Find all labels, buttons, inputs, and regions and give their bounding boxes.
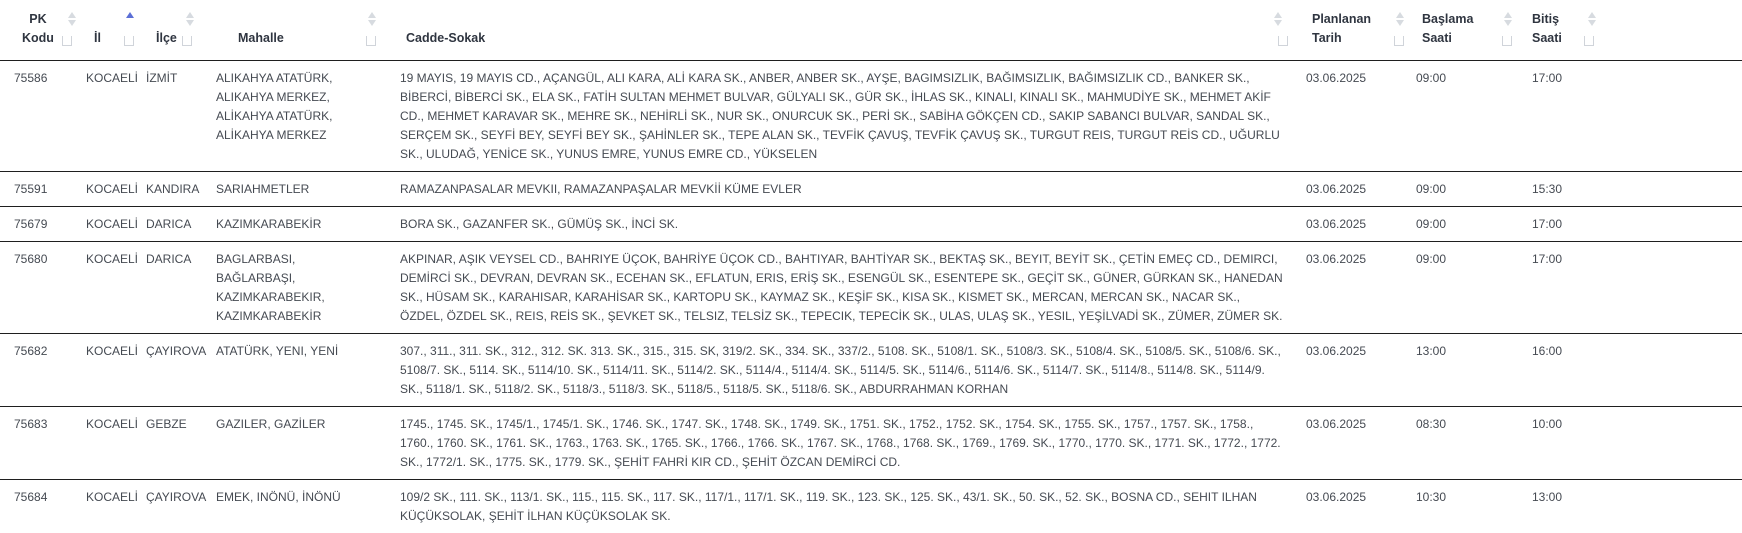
column-header-label [1312, 10, 1371, 48]
cell-baslama: 09:00 [1416, 181, 1447, 196]
cell-cadde: RAMAZANPASALAR MEVKII, RAMAZANPAŞALAR MEVKİİ KÜME EVLER [400, 181, 802, 196]
cell-baslama: 08:30 [1416, 416, 1447, 431]
column-header-label-line: Mahalle [238, 30, 284, 45]
cell-mahalle: EMEK, INÖNÜ, İNÖNÜ [216, 489, 341, 504]
cell-cadde: AKPINAR, AŞIK VEYSEL CD., BAHRIYE ÜÇOK, BAHRİYE ÜÇOK CD., BAHTIYAR, BAHTİYAR SK., BEKTAŞ SK., BEYIT, BEYİT SK., ÇETİN EMEÇ CD., DEMIRCI, DEMİRCİ SK., DEVRAN, DEVRAN SK., ECEHAN SK., EFLATUN, ERIS, ERİŞ SK., ESENGÜL SK., ESENTEPE SK., GEÇİT SK., GÜNER, GÜRKAN SK., HANEDAN SK., HÜSAM SK., KARAHISAR, KARAHİSAR SK., KARTOPU SK., KAYMAZ SK., KEŞİF SK., KISA SK., KISMET SK., MERCAN, MERCAN SK., NACAR SK., ÖZDEL, ÖZDEL SK., REIS, REİS SK., ŞEVKET SK., TELSIZ, TELSİZ SK., TEPECIK, TEPECİK SK., ULAS, ULAŞ SK., YESIL, YEŞİLVADİ SK., ZÜMER, ZÜMER SK. [400, 251, 1283, 323]
cell-il: KOCAELİ [86, 216, 139, 231]
cell-pk: 75591 [14, 181, 48, 196]
cell-baslama: 09:00 [1416, 251, 1447, 266]
cell-ilce: ÇAYIROVA [146, 343, 207, 358]
column-header-label [406, 29, 485, 48]
column-header-label [238, 29, 284, 48]
sort-descending-icon [186, 20, 194, 26]
cell-mahalle: GAZILER, GAZİLER [216, 416, 326, 431]
column-header-label-line: PK [29, 11, 47, 26]
column-header-label-line: İl [94, 30, 101, 45]
table-row[interactable] [0, 241, 1742, 333]
cell-tarih: 03.06.2025 [1306, 181, 1367, 196]
column-header-label-line: Tarih [1312, 30, 1342, 45]
sort-descending-icon [368, 20, 376, 26]
column-resize-handle-icon[interactable] [1584, 36, 1594, 46]
cell-bitis: 15:30 [1532, 181, 1563, 196]
table-header [0, 0, 1742, 60]
cell-il: KOCAELİ [86, 251, 139, 266]
sort-icon[interactable] [1394, 12, 1406, 34]
cell-baslama: 10:30 [1416, 489, 1447, 504]
cell-ilce: KANDIRA [146, 181, 200, 196]
column-header-label [1422, 10, 1473, 48]
cell-ilce: GEBZE [146, 416, 187, 431]
column-header-label [156, 29, 177, 48]
column-resize-handle-icon[interactable] [124, 36, 134, 46]
sort-icon[interactable] [1272, 12, 1284, 34]
cell-mahalle: ALIKAHYA ATATÜRK, ALIKAHYA MERKEZ, ALİKAHYA ATATÜRK, ALİKAHYA MERKEZ [216, 70, 333, 142]
cell-cadde: 109/2 SK., 111. SK., 113/1. SK., 115., 115. SK., 117. SK., 117/1., 117/1. SK., 119. SK., 123. SK., 125. SK., 43/1. SK., 50. SK., 52. SK., BOSNA CD., SEHIT ILHAN KÜÇÜKSOLAK, ŞEHİT İLHAN KÜÇÜKSOLAK SK. [400, 489, 1257, 523]
column-header-label-line: Kodu [22, 30, 54, 45]
sort-ascending-icon [368, 12, 376, 18]
sort-descending-icon [1396, 20, 1404, 26]
column-resize-handle-icon[interactable] [182, 36, 192, 46]
cell-il: KOCAELİ [86, 343, 139, 358]
column-header-label-line: Saati [1532, 30, 1562, 45]
sort-ascending-icon [126, 12, 134, 18]
sort-ascending-icon [1588, 12, 1596, 18]
column-resize-handle-icon[interactable] [1502, 36, 1512, 46]
sort-icon[interactable] [1586, 12, 1598, 34]
sort-icon[interactable] [1502, 12, 1514, 34]
sort-icon[interactable] [366, 12, 378, 34]
column-header-label-line: İlçe [156, 30, 177, 45]
column-header-tarih[interactable] [1302, 0, 1416, 60]
table-row[interactable] [0, 479, 1742, 533]
column-resize-handle-icon[interactable] [1394, 36, 1404, 46]
column-header-baslama[interactable] [1416, 0, 1520, 60]
sort-ascending-icon [1396, 12, 1404, 18]
cell-il: KOCAELİ [86, 70, 139, 85]
cell-pk: 75586 [14, 70, 48, 85]
column-header-pk[interactable] [0, 0, 80, 60]
cell-pk: 75682 [14, 343, 48, 358]
cell-il: KOCAELİ [86, 181, 139, 196]
cell-bitis: 16:00 [1532, 343, 1563, 358]
sort-icon[interactable] [184, 12, 196, 34]
cell-bitis: 13:00 [1532, 489, 1563, 504]
sort-descending-icon [68, 20, 76, 26]
cell-bitis: 17:00 [1532, 216, 1563, 231]
sort-ascending-icon [1274, 12, 1282, 18]
table-row[interactable] [0, 60, 1742, 171]
column-header-label [94, 29, 101, 48]
cell-baslama: 13:00 [1416, 343, 1447, 358]
cell-tarih: 03.06.2025 [1306, 489, 1367, 504]
sort-descending-icon [1274, 20, 1282, 26]
cell-ilce: DARICA [146, 216, 192, 231]
cell-cadde: BORA SK., GAZANFER SK., GÜMÜŞ SK., İNCİ SK. [400, 216, 679, 231]
cell-bitis: 17:00 [1532, 251, 1563, 266]
table-row[interactable] [0, 206, 1742, 241]
sort-descending-icon [1504, 20, 1512, 26]
column-header-label-line: Başlama [1422, 11, 1474, 26]
cell-pk: 75683 [14, 416, 48, 431]
cell-ilce: ÇAYIROVA [146, 489, 207, 504]
cell-pk: 75680 [14, 251, 48, 266]
column-header-il[interactable] [80, 0, 140, 60]
sort-icon[interactable] [66, 12, 78, 34]
column-resize-handle-icon[interactable] [1278, 36, 1288, 46]
column-header-ilce[interactable] [140, 0, 216, 60]
table-row[interactable] [0, 406, 1742, 479]
column-header-label [22, 10, 54, 48]
cell-pk: 75684 [14, 489, 48, 504]
cell-cadde: 1745., 1745. SK., 1745/1., 1745/1. SK., 1746. SK., 1747. SK., 1748. SK., 1749. SK., 1751. SK., 1752., 1752. SK., 1754. SK., 1755. SK., 1757., 1757. SK., 1758., 1760., 1760. SK., 1761. SK., 1763., 1763. SK., 1765. SK., 1766., 1766. SK., 1767. SK., 1768., 1768. SK., 1769., 1769. SK., 1770., 1770. SK., 1771. SK., 1772., 1772. SK., 1772/1. SK., 1775. SK., 1779. SK., ŞEHİT FAHRİ KIR CD., ŞEHİT ÖZCAN DEMİRCİ CD. [400, 416, 1281, 469]
column-header-bitis[interactable] [1520, 0, 1742, 60]
cell-tarih: 03.06.2025 [1306, 251, 1367, 266]
cell-bitis: 17:00 [1532, 70, 1563, 85]
cell-il: KOCAELİ [86, 416, 139, 431]
column-header-cadde[interactable] [392, 0, 1302, 60]
cell-il: KOCAELİ [86, 489, 139, 504]
cell-ilce: İZMİT [146, 70, 178, 85]
cell-cadde: 19 MAYIS, 19 MAYIS CD., AÇANGÜL, ALI KARA, ALİ KARA SK., ANBER, ANBER SK., AYŞE, BAGIMSIZLIK, BAĞIMSIZLIK, BAĞIMSIZLIK CD., BANKER SK., BİBERCİ, BİBERCİ SK., ELA SK., FATİH SULTAN MEHMET BULVAR, GÜLYALI SK., GÜR SK., İHLAS SK., KINALI, KINALI SK., MAHMUDİYE SK., MEHMET AKİF CD., MEHMET KARAVAR SK., MEHRE SK., NEHİRLİ SK., NUR SK., ONURCUK SK., PERİ SK., SABİHA GÖKÇEN CD., SAKIP SABANCI BULVAR, SANDAL SK., SERÇEM SK., SEYFİ BEY, SEYFİ BEY SK., ŞAHİNLER SK., TEPE ALAN SK., TEVFİK ÇAVUŞ, TEVFİK ÇAVUŞ SK., TURGUT REIS, TURGUT REİS CD., UĞURLU SK., ULUDAĞ, YENİCE SK., YUNUS EMRE, YUNUS EMRE CD., YÜKSELEN [400, 70, 1280, 161]
sort-descending-icon [1588, 20, 1596, 26]
cell-pk: 75679 [14, 216, 48, 231]
cell-tarih: 03.06.2025 [1306, 70, 1367, 85]
cell-cadde: 307., 311., 311. SK., 312., 312. SK. 313. SK., 315., 315. SK, 319/2. SK., 334. SK., 337/2., 5108. SK., 5108/1. SK., 5108/3. SK., 5108/4. SK., 5108/5. SK., 5108/6. SK., 5108/7. SK., 5114. SK., 5114/10. SK., 5114/11. SK., 5114/2. SK., 5114/4., 5114/4. SK., 5114/5. SK., 5114/6., 5114/6. SK., 5114/7. SK., 5114/8., 5114/8. SK., 5114/9. SK., 5118/1. SK., 5118/2. SK., 5118/3., 5118/3. SK., 5118/5., 5118/5. SK., 5118/6. SK., ABDURRAHMAN KORHAN [400, 343, 1281, 396]
cell-mahalle: ATATÜRK, YENI, YENİ [216, 343, 339, 358]
table-row[interactable] [0, 333, 1742, 406]
sort-ascending-icon [1504, 12, 1512, 18]
cell-baslama: 09:00 [1416, 216, 1447, 231]
cell-mahalle: KAZIMKARABEKİR [216, 216, 322, 231]
cell-baslama: 09:00 [1416, 70, 1447, 85]
column-resize-handle-icon[interactable] [62, 36, 72, 46]
column-header-label-line: Saati [1422, 30, 1452, 45]
column-resize-handle-icon[interactable] [366, 36, 376, 46]
cell-tarih: 03.06.2025 [1306, 216, 1367, 231]
column-header-label-line: Bitiş [1532, 11, 1560, 26]
column-header-label-line: Cadde-Sokak [406, 30, 486, 45]
cell-tarih: 03.06.2025 [1306, 343, 1367, 358]
sort-ascending-icon [68, 12, 76, 18]
column-header-mahalle[interactable] [216, 0, 392, 60]
cell-mahalle: BAGLARBASI, BAĞLARBAŞI, KAZIMKARABEKIR, KAZIMKARABEKİR [216, 251, 325, 323]
column-header-label-line: Planlanan [1312, 11, 1372, 26]
table-body [0, 60, 1742, 533]
cell-mahalle: SARIAHMETLER [216, 181, 310, 196]
table-row[interactable] [0, 171, 1742, 206]
sort-icon[interactable] [124, 12, 136, 34]
cell-bitis: 10:00 [1532, 416, 1563, 431]
cell-tarih: 03.06.2025 [1306, 416, 1367, 431]
cell-ilce: DARICA [146, 251, 192, 266]
column-header-label [1532, 10, 1562, 48]
sort-ascending-icon [186, 12, 194, 18]
